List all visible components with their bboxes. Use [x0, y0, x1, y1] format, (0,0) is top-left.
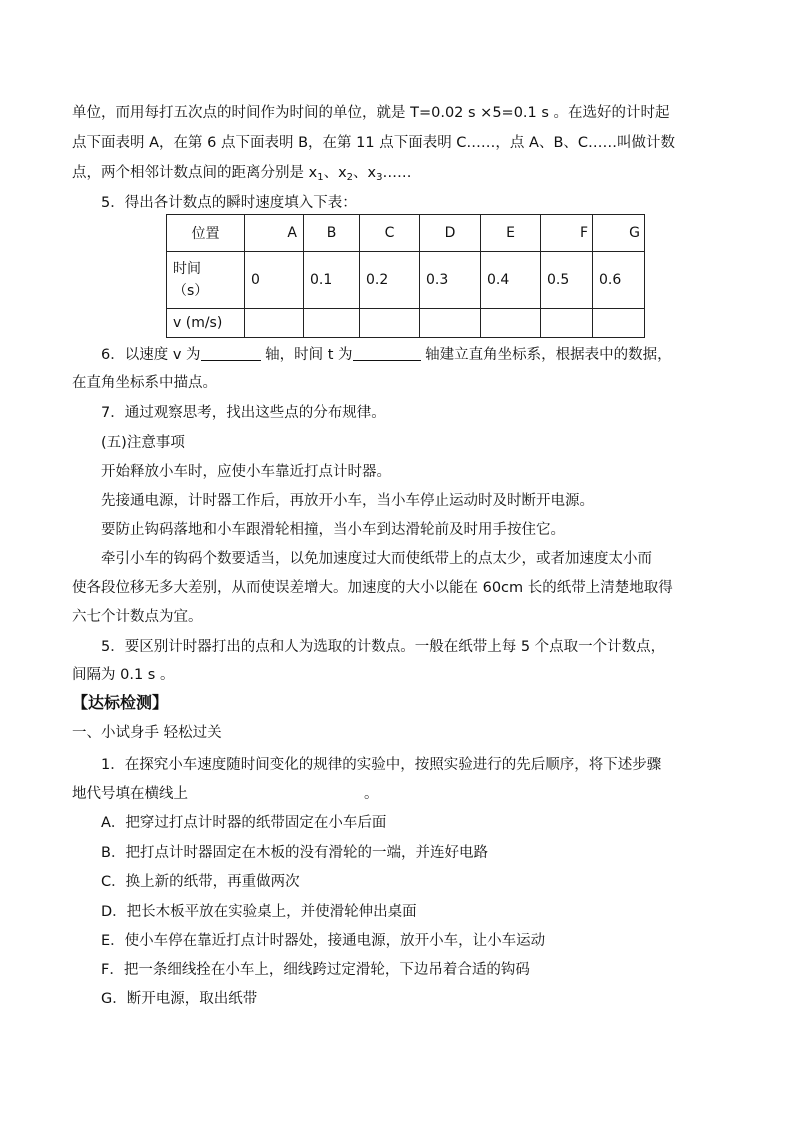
- table-cell-time: 0.5: [541, 252, 593, 309]
- table-cell-position: B: [304, 215, 360, 252]
- table-cell-velocity[interactable]: [420, 309, 481, 338]
- table-cell-velocity[interactable]: [304, 309, 360, 338]
- subscript-3: 3: [376, 172, 383, 183]
- section-title: 【达标检测】: [72, 693, 169, 712]
- note-5-line-2: 间隔为 0.1 s 。: [72, 667, 175, 683]
- note-5-line-1: 5．要区别计时器打出的点和人为选取的计数点。一般在纸带上每 5 个点取一个计数点，: [101, 639, 666, 655]
- note-2: 先接通电源，计时器工作后，再放开小车，当小车停止运动时及时断开电源。: [101, 493, 594, 509]
- table-header-time: 时间 （s）: [167, 252, 245, 309]
- table-cell-velocity[interactable]: [593, 309, 645, 338]
- table-cell-time: 0.2: [360, 252, 420, 309]
- table-header-position: 位置: [167, 215, 245, 252]
- table-row-time: [167, 252, 645, 309]
- intro-line-3: 点，两个相邻计数点间的距离分别是 $x_1$、$x_2$、$x_3\dots\dots$: [72, 165, 412, 183]
- option-f: F．把一条细线拴在小车上，细线跨过定滑轮，下边吊着合适的钩码: [101, 962, 530, 978]
- note-1: 开始释放小车时，应使小车靠近打点计时器。: [101, 464, 391, 480]
- table-cell-velocity[interactable]: [245, 309, 304, 338]
- table-cell-velocity[interactable]: [541, 309, 593, 338]
- table-cell-velocity[interactable]: [481, 309, 541, 338]
- table-cell-position: F: [541, 215, 593, 252]
- velocity-table: [166, 214, 645, 338]
- table-cell-time: 0.6: [593, 252, 645, 309]
- option-g: G．断开电源，取出纸带: [101, 991, 258, 1007]
- table-row-velocity: [167, 309, 645, 338]
- option-a: A．把穿过打点计时器的纸带固定在小车后面: [101, 815, 387, 831]
- table-cell-position: E: [481, 215, 541, 252]
- step-7: 7．通过观察思考，找出这些点的分布规律。: [101, 405, 386, 421]
- step-6-line-1: 6．以速度 v 为 轴，时间 t 为 轴建立直角坐标系，根据表中的数据，: [101, 347, 672, 363]
- table-row-position: [167, 215, 645, 252]
- table-header-velocity: v (m/s): [167, 309, 245, 338]
- table-cell-position: A: [245, 215, 304, 252]
- step-5: 5．得出各计数点的瞬时速度填入下表：: [101, 195, 357, 211]
- subscript-2: 2: [346, 172, 354, 183]
- option-e: E．使小车停在靠近打点计时器处，接通电源，放开小车，让小车运动: [101, 933, 546, 949]
- intro-line-1: 单位，而用每打五次点的时间作为时间的单位，就是 T=0.02 s ×5=0.1 s 。在选好的计时起: [72, 105, 670, 121]
- table-cell-time: 0.3: [420, 252, 481, 309]
- table-cell-velocity[interactable]: [360, 309, 420, 338]
- answer-blank-order[interactable]: [188, 786, 364, 800]
- notes-title: (五)注意事项: [101, 435, 185, 451]
- answer-blank-v-axis[interactable]: [201, 346, 261, 361]
- note-4-line-1: 牵引小车的钩码个数要适当，以免加速度过大而使纸带上的点太少，或者加速度太小而: [101, 551, 652, 567]
- step-6-line-2: 在直角坐标系中描点。: [72, 375, 217, 391]
- note-4-line-2: 使各段位移无多大差别，从而使误差增大。加速度的大小以能在 60cm 长的纸带上清楚地取得: [72, 580, 673, 596]
- part-1-heading: 一、小试身手 轻松过关: [72, 725, 222, 741]
- table-cell-position: D: [420, 215, 481, 252]
- table-cell-position: C: [360, 215, 420, 252]
- table-cell-position: G: [593, 215, 645, 252]
- note-4-line-3: 六七个计数点为宜。: [72, 609, 203, 625]
- option-b: B．把打点计时器固定在木板的没有滑轮的一端，并连好电路: [101, 845, 488, 861]
- intro-line-2: 点下面表明 A，在第 6 点下面表明 B，在第 11 点下面表明 C……，点 A、B、C……叫做计数: [72, 135, 676, 151]
- question-1-line-1: 1．在探究小车速度随时间变化的规律的实验中，按照实验进行的先后顺序，将下述步骤: [101, 757, 662, 773]
- option-d: D．把长木板平放在实验桌上，并使滑轮伸出桌面: [101, 904, 417, 920]
- table-cell-time: 0: [245, 252, 304, 309]
- table-cell-time: 0.4: [481, 252, 541, 309]
- answer-blank-t-axis[interactable]: [353, 346, 421, 361]
- note-3: 要防止钩码落地和小车跟滑轮相撞，当小车到达滑轮前及时用手按住它。: [101, 522, 565, 538]
- option-c: C．换上新的纸带，再重做两次: [101, 874, 300, 890]
- table-cell-time: 0.1: [304, 252, 360, 309]
- subscript-1: 1: [317, 172, 324, 183]
- question-1-line-2: 地代号填在横线上 。: [72, 786, 379, 802]
